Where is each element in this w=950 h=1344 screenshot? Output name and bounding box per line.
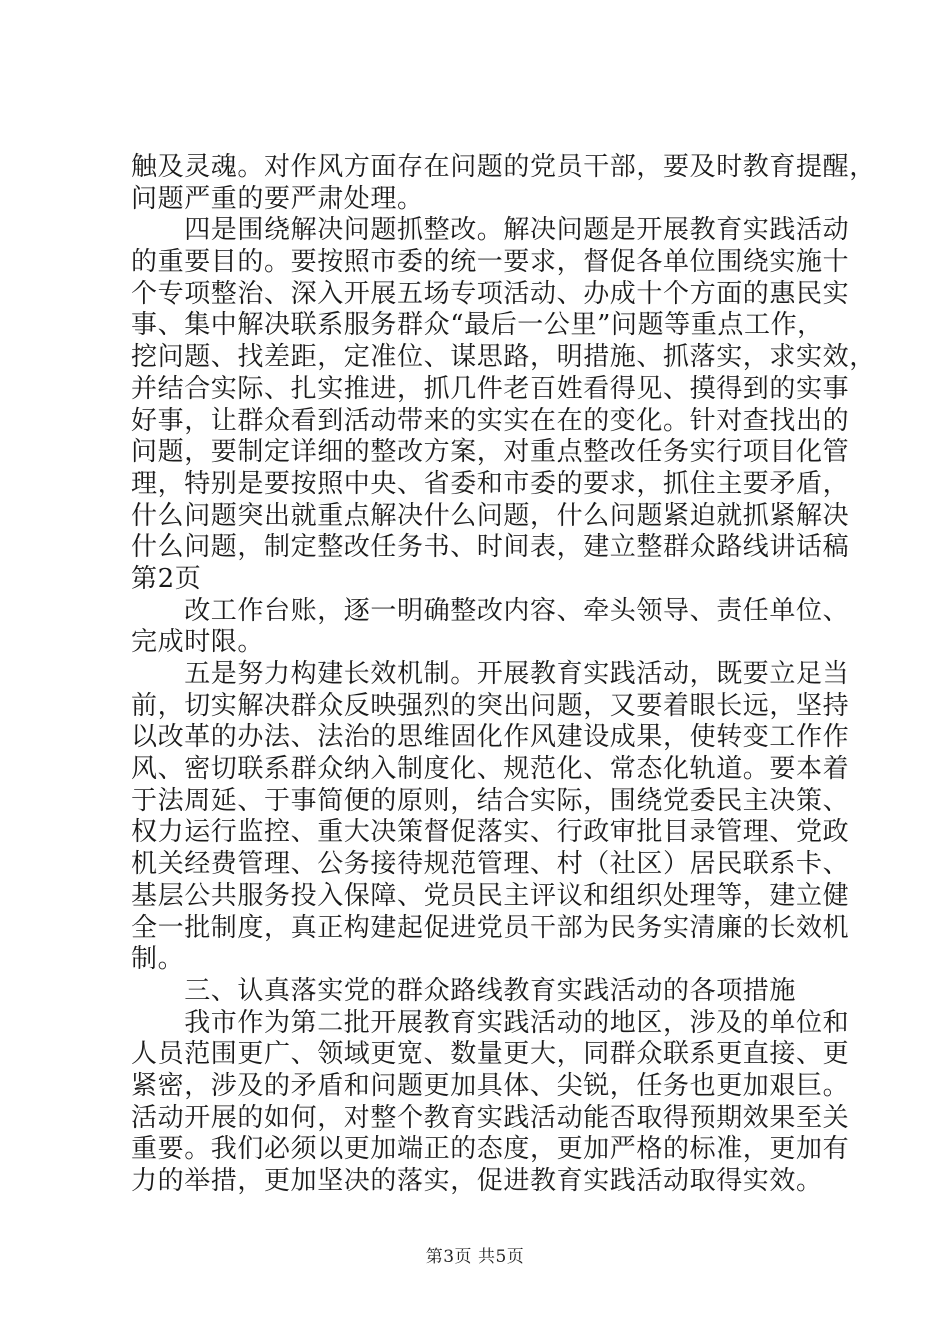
text-line: 以改革的办法、法治的思维固化作风建设成果，使转变工作作: [131, 722, 850, 753]
text-line: 于法周延、于事简便的原则，结合实际，围绕党委民主决策、: [131, 785, 850, 816]
text-line: 个专项整治、深入开展五场专项活动、办成十个方面的惠民实: [131, 278, 850, 309]
text-line: 挖问题、找差距，定准位、谋思路，明措施、抓落实，求实效，: [131, 342, 876, 373]
text-line: 改工作台账，逐一明确整改内容、牵头领导、责任单位、: [131, 595, 850, 626]
text-line: 重要。我们必须以更加端正的态度，更加严格的标准，更加有: [131, 1134, 850, 1165]
text-line: 力的举措，更加坚决的落实，促进教育实践活动取得实效。: [131, 1166, 823, 1196]
text-line: 制。: [131, 944, 185, 975]
text-line: 我市作为第二批开展教育实践活动的地区，涉及的单位和: [131, 1007, 850, 1038]
section-heading: 三、认真落实党的群众路线教育实践活动的各项措施: [131, 975, 797, 1006]
text-line: 问题，要制定详细的整改方案，对重点整改任务实行项目化管: [131, 437, 850, 468]
text-line: 什么问题，制定整改任务书、时间表，建立整群众路线讲话稿: [131, 532, 850, 563]
text-line: 全一批制度，真正构建起促进党员干部为民务实清廉的长效机: [131, 912, 850, 943]
text-line: 理，特别是要按照中央、省委和市委的要求，抓住主要矛盾，: [131, 468, 850, 499]
text-line: 五是努力构建长效机制。开展教育实践活动，既要立足当: [131, 659, 850, 689]
text-line: 的重要目的。要按照市委的统一要求，督促各单位围绕实施十: [131, 247, 850, 278]
text-line: 什么问题突出就重点解决什么问题，什么问题紧迫就抓紧解决: [131, 500, 850, 531]
text-line: 好事，让群众看到活动带来的实实在在的变化。针对查找出的: [131, 405, 850, 436]
text-line: 前，切实解决群众反映强烈的突出问题，又要着眼长远，坚持: [131, 690, 850, 721]
text-line: 事、集中解决联系服务群众“最后一公里”问题等重点工作，: [131, 310, 824, 341]
text-line: 问题严重的要严肃处理。: [131, 183, 424, 214]
text-line: 权力运行监控、重大决策督促落实、行政审批目录管理、党政: [131, 817, 850, 848]
text-line: 机关经费管理、公务接待规范管理、村（社区）居民联系卡、: [131, 849, 850, 880]
text-line: 基层公共服务投入保障、党员民主评议和组织处理等，建立健: [131, 880, 850, 911]
text-line: 活动开展的如何，对整个教育实践活动能否取得预期效果至关: [131, 1102, 850, 1133]
page-number-footer: 第3页 共5页: [425, 1247, 525, 1267]
body-text: [131, 152, 876, 1198]
text-line: 完成时限。: [131, 627, 265, 658]
text-line: 触及灵魂。对作风方面存在问题的党员干部，要及时教育提醒，: [131, 152, 876, 182]
text-line: 并结合实际、扎实推进，抓几件老百姓看得见、摸得到的实事: [131, 373, 850, 404]
text-line: 人员范围更广、领域更宽、数量更大，同群众联系更直接、更: [131, 1039, 850, 1070]
page-marker: 第2页: [131, 563, 202, 594]
text-line: 四是围绕解决问题抓整改。解决问题是开展教育实践活动: [131, 215, 850, 246]
text-line: 紧密，涉及的矛盾和问题更加具体、尖锐，任务也更加艰巨。: [131, 1070, 850, 1101]
text-line: 风、密切联系群众纳入制度化、规范化、常态化轨道。要本着: [131, 754, 850, 785]
